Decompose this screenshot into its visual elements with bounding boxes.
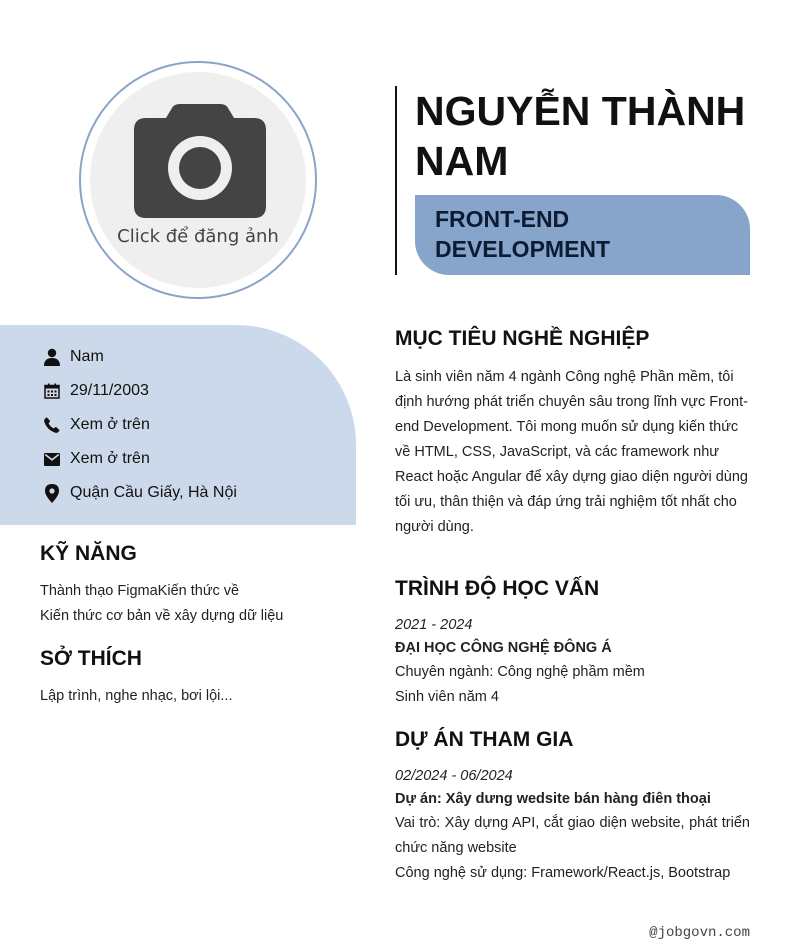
email-text: Xem ở trên	[70, 450, 150, 467]
skills-line-2: Kiến thức cơ bản về xây dựng dữ liệu	[40, 608, 284, 624]
role-badge	[415, 195, 750, 275]
education-major: Chuyên ngành: Công nghệ phầm mềm	[395, 664, 645, 680]
contact-birthday	[42, 379, 149, 403]
objective-text: Là sinh viên năm 4 ngành Công nghệ Phần mềm, tôi định hướng phát triển chuyên sâu trong lĩnh vực Front-end Development. Tôi mong muốn sử dụng kiến thức về HTML, CSS, JavaScript, và các framework như React hoặc Angular để xây dựng giao diện người dùng tối ưu, thân thiện và đáp ứng trải nghiệm tốt nhất cho người dùng.	[395, 369, 748, 535]
education-title: TRÌNH ĐỘ HỌC VẤN	[395, 577, 600, 600]
contact-gender	[42, 345, 104, 369]
header-divider	[395, 86, 397, 275]
project-period: 02/2024 - 06/2024	[395, 768, 513, 784]
contact-panel	[0, 325, 356, 525]
hobbies-text: Lập trình, nghe nhạc, bơi lội...	[40, 688, 233, 704]
projects-title: DỰ ÁN THAM GIA	[395, 728, 574, 751]
gender-text: Nam	[70, 348, 104, 365]
location-icon	[42, 483, 62, 503]
project-role: Vai trò: Xây dựng API, cắt giao diện website, phát triển chức năng website	[395, 815, 750, 856]
avatar-placeholder[interactable]	[90, 72, 306, 288]
candidate-name: NGUYỄN THÀNH NAM	[415, 88, 746, 184]
objective-title: MỤC TIÊU NGHỀ NGHIỆP	[395, 327, 650, 350]
phone-icon	[42, 415, 62, 435]
mail-icon	[42, 449, 62, 469]
project-name: Dự án: Xây dưng wedsite bán hàng điên thoại	[395, 791, 711, 807]
address-text: Quận Cầu Giấy, Hà Nội	[70, 484, 237, 501]
avatar-upload[interactable]	[79, 61, 317, 299]
photo-caption[interactable]: Click để đăng ảnh	[117, 226, 279, 247]
project-tech: Công nghệ sử dụng: Framework/React.js, Bootstrap	[395, 865, 731, 881]
calendar-icon	[42, 381, 62, 401]
camera-icon	[134, 104, 266, 220]
role-text: FRONT-END DEVELOPMENT	[435, 206, 611, 262]
skills-title: KỸ NĂNG	[40, 542, 137, 565]
contact-address	[42, 481, 237, 505]
birthday-text: 29/11/2003	[70, 382, 149, 399]
person-icon	[42, 347, 62, 367]
skills-line-1: Thành thạo FigmaKiến thức về	[40, 583, 240, 599]
watermark: @jobgovn.com	[649, 925, 750, 941]
contact-phone	[42, 413, 150, 437]
hobbies-title: SỞ THÍCH	[40, 647, 142, 670]
phone-text: Xem ở trên	[70, 416, 150, 433]
education-year: Sinh viên năm 4	[395, 689, 499, 705]
contact-email	[42, 447, 150, 471]
education-school: ĐẠI HỌC CÔNG NGHỆ ĐÔNG Á	[395, 640, 612, 656]
education-period: 2021 - 2024	[395, 617, 473, 633]
